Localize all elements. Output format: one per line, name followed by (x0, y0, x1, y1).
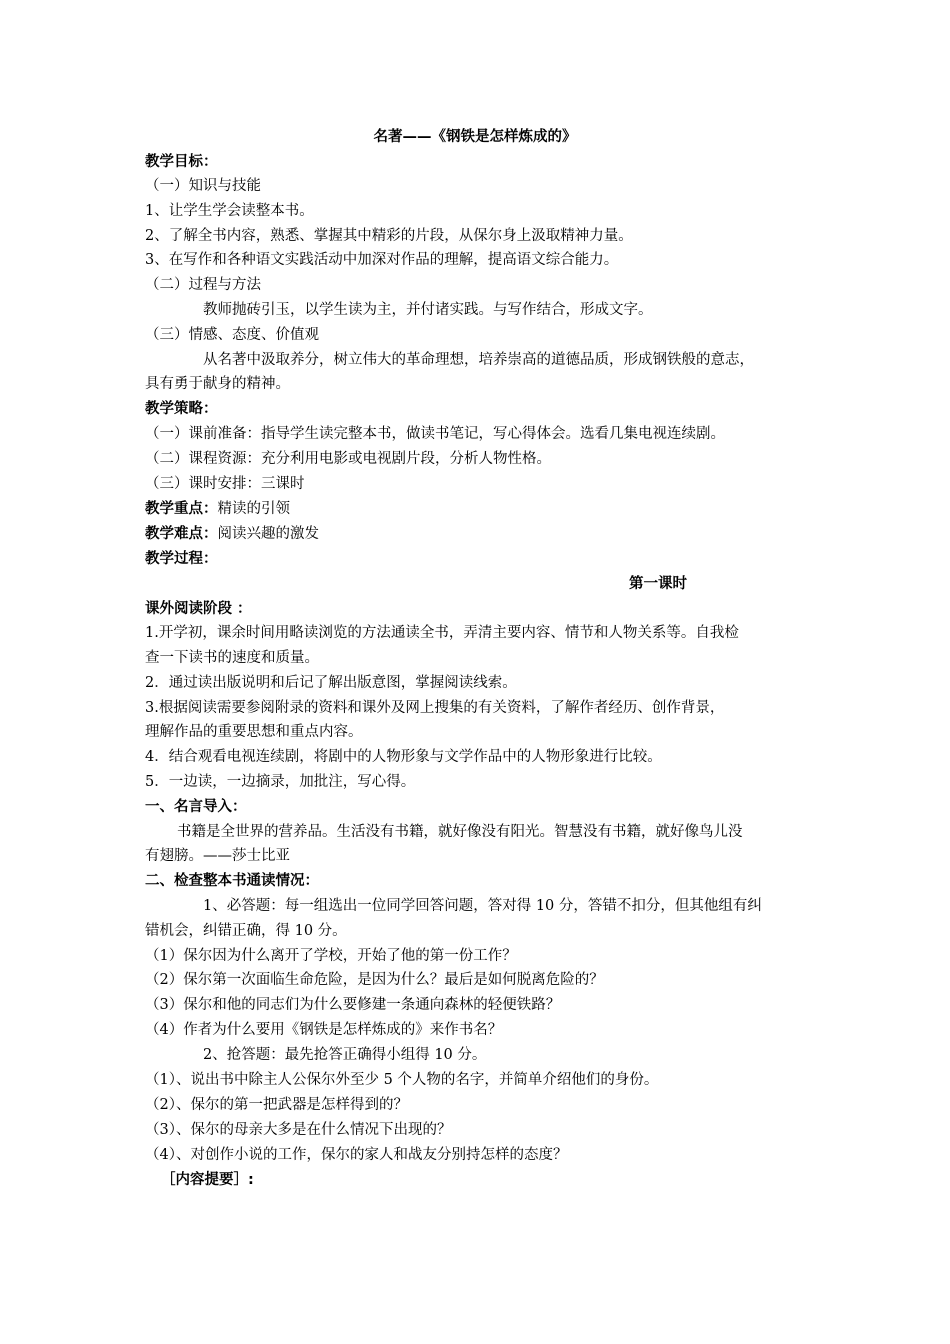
focus-line (145, 497, 820, 521)
lesson-title: 第一课时 (629, 576, 687, 592)
race-answer-rule: 2、抢答题：最先抢答正确得小组得 10 分。 (203, 1047, 487, 1063)
must-answer-rule-cont: 错机会，纠错正确，得 10 分。 (145, 923, 347, 939)
emotion-heading: （三）情感、态度、价值观 (145, 327, 319, 343)
reading-item-cont: 理解作品的重要思想和重点内容。 (145, 724, 363, 740)
reading-item: 3.根据阅读需要参阅附录的资料和课外及网上搜集的有关资料，了解作者经历、创作背景， (145, 700, 725, 716)
question-item: （4）作者为什么要用《钢铁是怎样炼成的》来作书名？ (145, 1022, 503, 1038)
reading-item-cont: 查一下读书的速度和质量。 (145, 650, 319, 666)
race-question-item: （1）、说出书中除主人公保尔外至少 5 个人物的名字，并简单介绍他们的身份。 (145, 1072, 659, 1088)
process-method-text: 教师抛砖引玉，以学生读为主，并付诸实践。与写作结合，形成文字。 (203, 302, 653, 318)
strategy-item: （二）课程资源：充分利用电影或电视剧片段，分析人物性格。 (145, 451, 551, 467)
question-item: （3）保尔和他的同志们为什么要修建一条通向森林的轻便铁路？ (145, 997, 561, 1013)
reading-item: 1.开学初，课余时间用略读浏览的方法通读全书，弄清主要内容、情节和人物关系等。自我检 (145, 625, 739, 641)
must-answer-rule: 1、必答题：每一组选出一位同学回答问题，答对得 10 分，答错不扣分，但其他组有纠 (203, 898, 762, 914)
reading-item: 2．通过读出版说明和后记了解出版意图，掌握阅读线索。 (145, 675, 517, 691)
strategy-item: （一）课前准备：指导学生读完整本书，做读书笔记，写心得体会。选看几集电视连续剧。 (145, 426, 725, 442)
difficulty-label: 教学难点： (145, 526, 218, 542)
quote-text: 书籍是全世界的营养品。生活没有书籍，就好像没有阳光。智慧没有书籍，就好像鸟儿没 (177, 824, 743, 840)
section1-heading: 一、名言导入： (145, 799, 247, 815)
emotion-text: 从名著中汲取养分，树立伟大的革命理想，培养崇高的道德品质，形成钢铁般的意志， (203, 352, 754, 368)
quote-text-cont: 有翅膀。——莎士比亚 (145, 848, 290, 864)
extracurricular-heading: 课外阅读阶段 ： (145, 601, 252, 617)
objective-item: 2、了解全书内容，熟悉、掌握其中精彩的片段，从保尔身上汲取精神力量。 (145, 228, 633, 244)
race-question-item: （3）、保尔的母亲大多是在什么情况下出现的？ (145, 1122, 452, 1138)
question-item: （2）保尔第一次面临生命危险，是因为什么？最后是如何脱离危险的？ (145, 972, 604, 988)
document-title: 名著——《钢铁是怎样炼成的》 (373, 129, 577, 145)
strategy-heading: 教学策略： (145, 401, 218, 417)
question-item: （1）保尔因为什么离开了学校，开始了他的第一份工作？ (145, 948, 517, 964)
focus-label: 教学重点： (145, 501, 218, 517)
process-method-heading: （二）过程与方法 (145, 277, 261, 293)
summary-heading: ［内容提要］: (161, 1172, 254, 1188)
emotion-text-cont: 具有勇于献身的精神。 (145, 376, 290, 392)
focus-value: 精读的引领 (217, 501, 290, 517)
strategy-item: （三）课时安排：三课时 (145, 476, 305, 492)
section2-heading: 二、检查整本书通读情况： (145, 873, 319, 889)
knowledge-heading: （一）知识与技能 (145, 178, 261, 194)
race-question-item: （4）、对创作小说的工作，保尔的家人和战友分别持怎样的态度？ (145, 1147, 568, 1163)
reading-item: 4．结合观看电视连续剧，将剧中的人物形象与文学作品中的人物形象进行比较。 (145, 749, 662, 765)
race-question-item: （2）、保尔的第一把武器是怎样得到的？ (145, 1097, 408, 1113)
difficulty-value: 阅读兴趣的激发 (217, 526, 319, 542)
objectives-heading: 教学目标： (145, 154, 218, 170)
objective-item: 3、在写作和各种语文实践活动中加深对作品的理解，提高语文综合能力。 (145, 252, 619, 268)
process-heading: 教学过程： (145, 551, 218, 567)
reading-item: 5．一边读，一边摘录，加批注，写心得。 (145, 774, 416, 790)
difficulty-line (145, 522, 820, 546)
objective-item: 1、让学生学会读整本书。 (145, 203, 314, 219)
